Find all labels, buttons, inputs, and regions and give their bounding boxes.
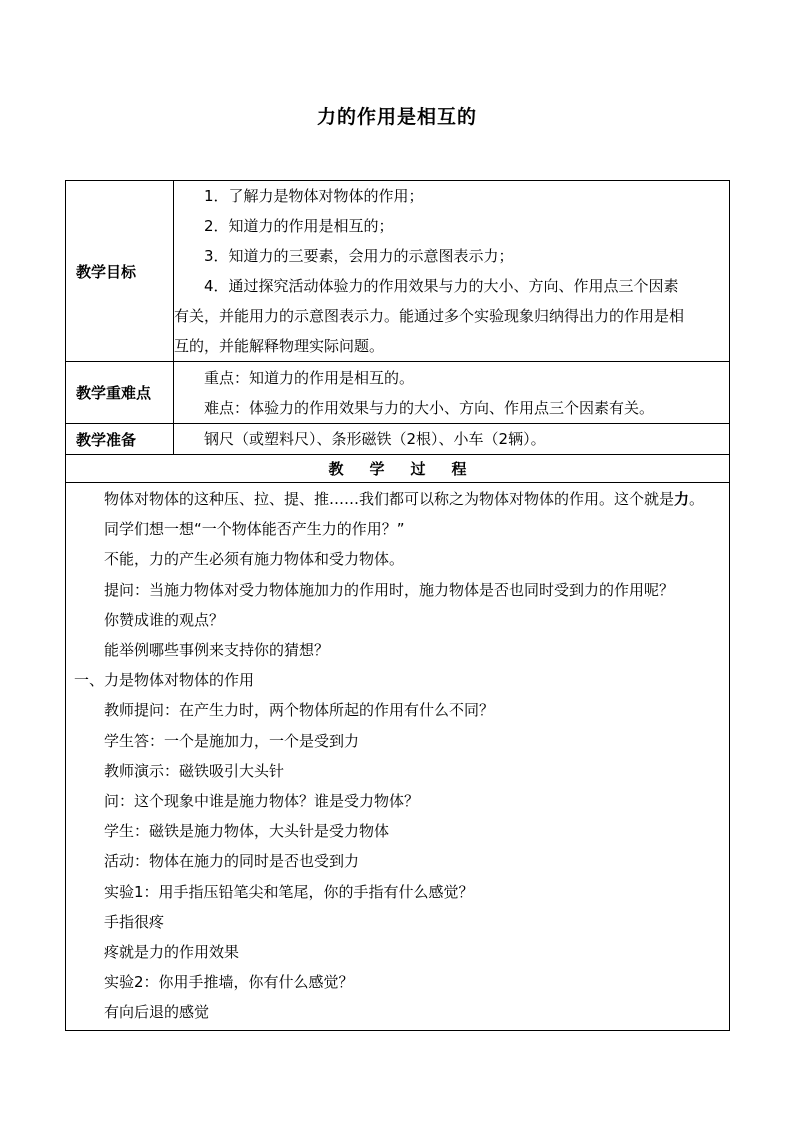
process-intro: [74, 484, 725, 514]
process-heading: 教学过程: [66, 455, 730, 483]
page-title: 力的作用是相互的: [316, 106, 477, 128]
process-heading-row: [66, 455, 730, 483]
objectives-content: [174, 181, 730, 362]
section-line: 有向后退的感觉: [104, 1003, 210, 1022]
process-intro-bold: 力: [674, 490, 690, 508]
process-line: 能举例哪些事例来支持你的猜想？: [104, 641, 330, 660]
process-line: 提问：当施力物体对受力物体施加力的作用时，施力物体是否也同时受到力的作用呢？: [104, 580, 675, 599]
objective-4-cont-2: 互的，并能解释物理实际问题。: [174, 337, 385, 355]
section-line: 问：这个现象中谁是施力物体？谁是受力物体？: [104, 792, 420, 811]
section-line: 学生答：一个是施加力，一个是受到力: [104, 731, 360, 750]
difficult-point: 难点：体验力的作用效果与力的大小、方向、作用点三个因素有关。: [204, 398, 655, 417]
process-row: [66, 483, 730, 1031]
objective-4-cont-1: 有关，并能用力的示意图表示力。能通过多个实验现象归纳得出力的作用是相: [174, 307, 685, 325]
objective-1: 1．了解力是物体对物体的作用；: [204, 187, 424, 205]
section-line: 学生：磁铁是施力物体，大头针是受力物体: [104, 822, 390, 841]
preparation-text: 钢尺（或塑料尺）、条形磁铁（2根）、小车（2辆）。: [204, 430, 546, 448]
section-line: 活动：物体在施力的同时是否也受到力: [104, 852, 360, 871]
section-line: 实验1：用手指压铅笔尖和笔尾，你的手指有什么感觉？: [104, 882, 474, 901]
process-line: 你赞成谁的观点？: [104, 610, 225, 629]
lesson-plan-table: [65, 180, 730, 1031]
section-line: 教师演示：磁铁吸引大头针: [104, 761, 285, 780]
preparation-content: [174, 424, 730, 455]
process-intro-suffix: 。: [689, 490, 705, 508]
key-points-row: [66, 362, 730, 424]
preparation-label: 教学准备: [66, 424, 174, 455]
preparation-row: [66, 424, 730, 455]
process-content: [66, 483, 730, 1031]
objectives-label: 教学目标: [66, 181, 174, 362]
objective-2: 2．知道力的作用是相互的；: [204, 217, 394, 235]
objective-4: 4．通过探究活动体验力的作用效果与力的大小、方向、作用点三个因素: [204, 277, 679, 295]
key-points-label: 教学重难点: [66, 362, 174, 424]
section-title: 一、力是物体对物体的作用: [74, 671, 255, 690]
section-line: 疼就是力的作用效果: [104, 943, 240, 962]
section-line: 教师提问：在产生力时，两个物体所起的作用有什么不同？: [104, 701, 495, 720]
process-line: 同学们想一想“一个物体能否产生力的作用？”: [104, 520, 405, 539]
objectives-row: [66, 181, 730, 362]
process-line: 不能，力的产生必须有施力物体和受力物体。: [104, 550, 405, 569]
key-point: 重点：知道力的作用是相互的。: [204, 368, 415, 387]
key-points-content: [174, 362, 730, 424]
section-line: 手指很疼: [104, 912, 165, 931]
objective-3: 3．知道力的三要素，会用力的示意图表示力；: [204, 247, 514, 265]
section-line: 实验2：你用手推墙，你有什么感觉？: [104, 973, 354, 992]
process-intro-prefix: 物体对物体的这种压、拉、提、推……我们都可以称之为物体对物体的作用。这个就是: [104, 490, 675, 508]
